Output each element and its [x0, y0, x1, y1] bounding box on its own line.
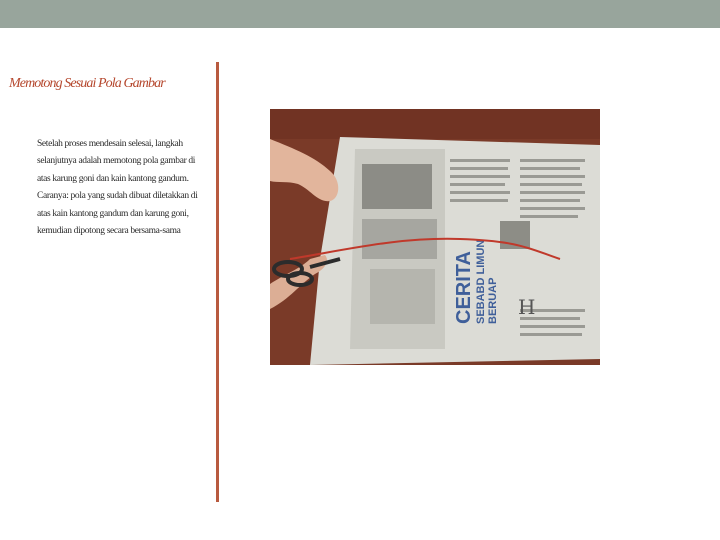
top-bar	[0, 0, 720, 28]
svg-text:SEBABD LIMUN: SEBABD LIMUN	[475, 239, 487, 324]
vertical-divider	[216, 62, 219, 502]
svg-text:H: H	[518, 295, 536, 319]
newspaper-cutting-photo	[270, 109, 600, 365]
newspaper-photo-1	[362, 164, 432, 209]
slide-body-text: Setelah proses mendesain selesai, langkah selanjutnya adalah memotong pola gambar di atas karung goni dan kain kantong gandum. Caranya: pola yang sudah dibuat diletakkan di atas kain kantong gandum dan karung goni, kemudian dipotong secara bersama-sama	[37, 139, 198, 237]
svg-text:CERITA: CERITA	[453, 251, 475, 324]
slide-title: Memotong Sesuai Pola Gambar	[9, 76, 165, 91]
newspaper-photo-3	[370, 269, 435, 324]
svg-text:BERUAP: BERUAP	[487, 277, 499, 324]
